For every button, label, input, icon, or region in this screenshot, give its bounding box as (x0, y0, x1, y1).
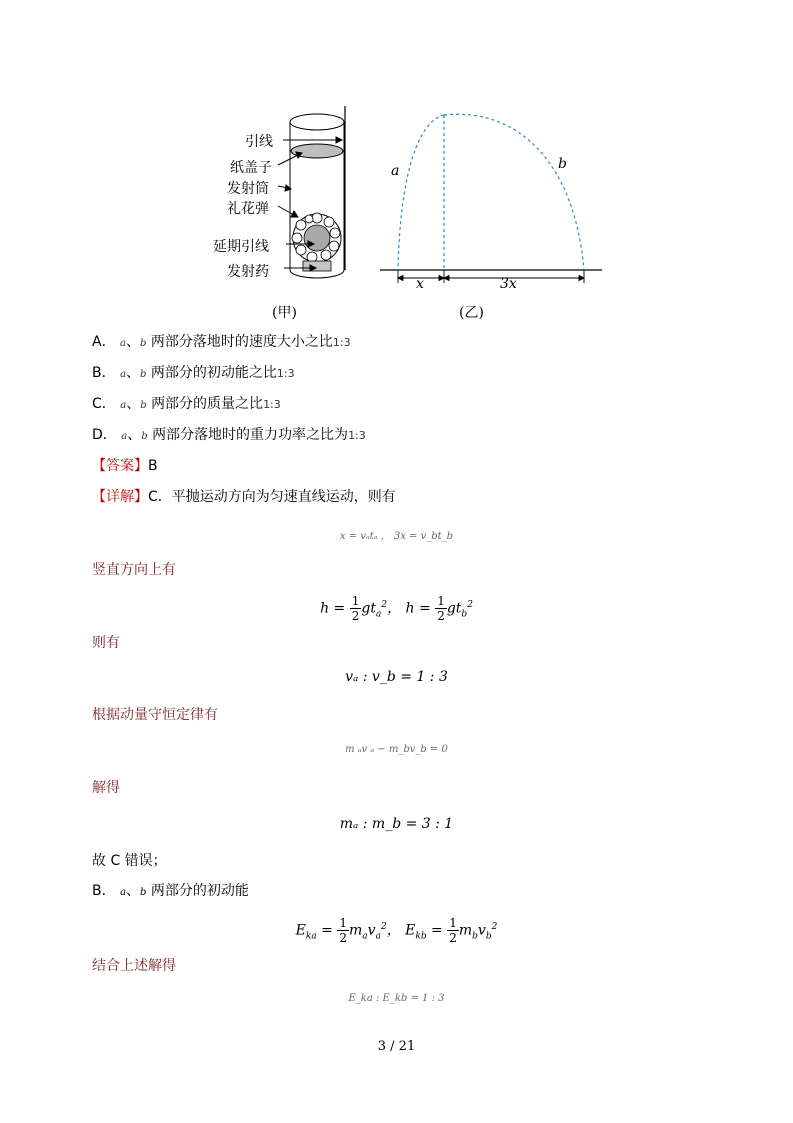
equation-mass-ratio: mₐ : m_b = 3 : 1 (339, 816, 454, 832)
equation-kinetic-energy: $E_{ka}$ = $\frac{1}{2}$ $m_av_a^2$， $E_{kb}$ = $\frac{1}{2}$ $m_bv_b^2$ (295, 916, 498, 945)
caption-jia: (甲) (272, 305, 297, 321)
launch-tube-figure (200, 98, 360, 328)
text-b-kinetic: B． a、b 两部分的初动能 (92, 883, 249, 899)
label-firework-shell: 礼花弹 (227, 201, 269, 217)
option-b: B． a、b 两部分的初动能之比1:3 (92, 365, 295, 381)
text-momentum: 根据动量守恒定律有 (92, 707, 218, 723)
trajectory-figure (370, 85, 610, 300)
text-then: 则有 (92, 635, 120, 651)
option-a: A． a、b 两部分落地时的速度大小之比1:3 (92, 334, 351, 350)
dim-3x-label: 3x (500, 276, 517, 292)
equation-horizontal: x = vₐtₐ ， 3x = v_bt_b (339, 531, 454, 542)
label-propellant: 发射药 (227, 264, 269, 280)
text-vertical: 竖直方向上有 (92, 562, 176, 578)
curve-a-label: a (391, 163, 400, 179)
dim-x-label: x (416, 276, 424, 292)
label-launch-tube: 发射筒 (227, 181, 269, 197)
equation-ke-ratio: E_ka : E_kb = 1 : 3 (348, 993, 445, 1004)
answer-line: 【答案】B (92, 458, 158, 474)
text-combine: 结合上述解得 (92, 958, 176, 974)
text-solve: 解得 (92, 780, 120, 796)
caption-yi: (乙) (459, 305, 484, 321)
option-c: C． a、b 两部分的质量之比1:3 (92, 396, 281, 412)
page-number: 3 / 21 (377, 1039, 416, 1054)
option-d: D． a、b 两部分落地时的重力功率之比为1:3 (92, 427, 366, 443)
detail-line: 【详解】C．平抛运动方向为匀速直线运动，则有 (92, 489, 396, 505)
curve-b-label: b (558, 156, 567, 172)
text-c-wrong: 故 C 错误； (92, 853, 167, 869)
label-delay-fuse: 延期引线 (213, 239, 269, 255)
label-fuse: 引线 (245, 134, 273, 150)
label-paper-cap: 纸盖子 (230, 160, 272, 176)
equation-height: h = $\frac{1}{2}$ $gt_a^2$， h = $\frac{1}{2}$ $gt_b^2$ (320, 594, 473, 623)
equation-velocity-ratio: vₐ : v_b = 1 : 3 (345, 669, 448, 685)
equation-momentum: m ₐv ₐ − m_bv_b = 0 (345, 744, 448, 755)
